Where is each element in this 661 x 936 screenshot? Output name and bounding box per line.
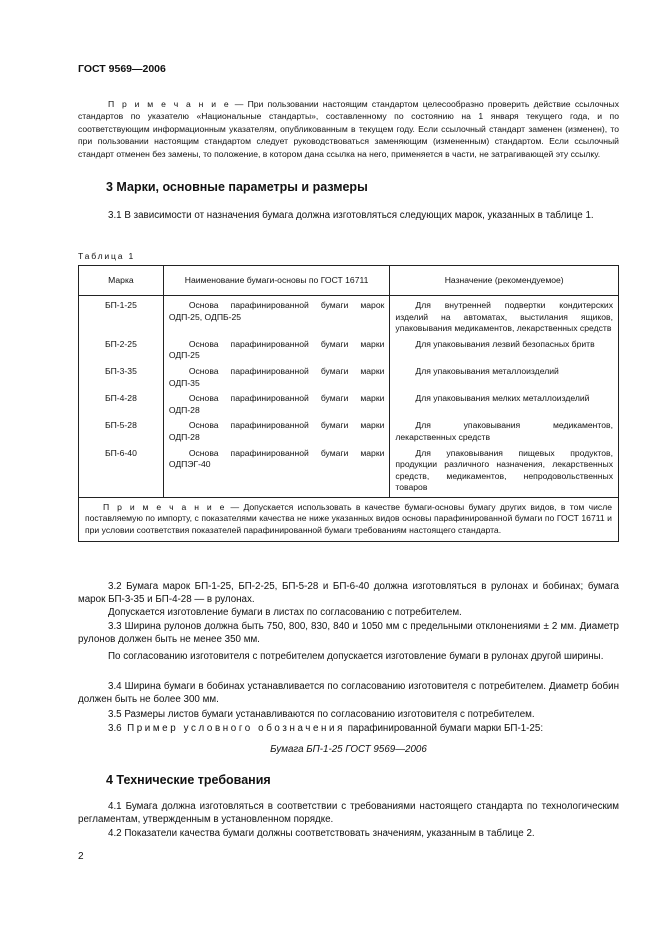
table-row xyxy=(79,420,619,447)
paragraph-3-2: 3.2 Бумага марок БП-1-25, БП-2-25, БП-5-28 и БП-6-40 должна изготовляться в рулонах и бобинах; бумага марок БП-3-35 и БП-4-28 — в рулонах. xyxy=(78,581,619,605)
note-text: — При пользовании настоящим стандартом целесообразно проверить действие ссылочных стандартов по указателю «Национальные стандарты», составленному по состоянию на 1 января текущего года, и по соответствующим информационным указателям, опубликованным в текущем году. Если ссылочный стандарт заменен (изменен), то при пользовании настоящим стандартом следует руководствоваться заменяющим (измененным) стандартом. Если ссылочный стандарт отменен без замены, то положение, в котором дана ссылка на него, применяется в части, не затрагивающей эту ссылку. xyxy=(78,99,619,159)
cell-purpose: Для упаковывания медикаментов, лекарственных средств xyxy=(390,420,619,447)
table-note-text: — Допускается использовать в качестве бумаги-основы бумагу других видов, в том числе поставляемую по импорту, с показателями качества не ниже указанных видов основы парафинированной бумаги по ГОСТ 16711 и при условии соответствия показателей парафинированной бумаги требованиям настоящего стандарта. xyxy=(85,501,612,535)
cell-mark: БП-4-28 xyxy=(79,393,164,420)
cell-mark: БП-6-40 xyxy=(79,448,164,498)
table-header-row xyxy=(79,266,619,296)
header-mark: Марка xyxy=(79,266,164,296)
cell-purpose: Для упаковывания металлоизделий xyxy=(390,366,619,393)
cell-base: Основа парафинированной бумаги марок ОДП-25, ОДПБ-25 xyxy=(163,296,390,339)
paragraph-3-6 xyxy=(78,723,619,736)
header-purpose: Назначение (рекомендуемое) xyxy=(390,266,619,296)
table-note xyxy=(79,497,619,541)
table-note-row xyxy=(79,497,619,541)
table-row xyxy=(79,393,619,420)
table-row xyxy=(79,339,619,366)
cell-mark: БП-2-25 xyxy=(79,339,164,366)
cell-purpose: Для упаковывания мелких металлоизделий xyxy=(390,393,619,420)
table-1 xyxy=(78,265,619,542)
table-row xyxy=(79,366,619,393)
section-3-title: 3 Марки, основные параметры и размеры xyxy=(106,180,368,194)
table-row xyxy=(79,448,619,498)
paragraph-4-1: 4.1 Бумага должна изготовляться в соответствии с требованиями настоящего стандарта по технологическим регламентам, утвержденным в установленном порядке. xyxy=(78,801,619,825)
p3-6-number: 3.6 xyxy=(108,723,122,734)
section-4-title: 4 Технические требования xyxy=(106,773,271,787)
table-1-caption: Таблица 1 xyxy=(78,251,136,261)
paragraph-4-2: 4.2 Показатели качества бумаги должны соответствовать значениям, указанным в таблице 2. xyxy=(108,828,535,839)
cell-base: Основа парафинированной бумаги марки ОДП-35 xyxy=(163,366,390,393)
paragraph-3-3: 3.3 Ширина рулонов должна быть 750, 800, 830, 840 и 1050 мм с предельными отклонениями ± 2 мм. Диаметр рулонов должен быть не менее 350 мм. xyxy=(78,621,619,645)
paragraph-3-2-sheets: Допускается изготовление бумаги в листах по согласованию с потребителем. xyxy=(108,607,462,618)
cell-purpose: Для внутренней подвертки кондитерских изделий на автоматах, выстилания ящиков, упаковывания медикаментов, лекарственных средств xyxy=(390,296,619,339)
cell-mark: БП-1-25 xyxy=(79,296,164,339)
cell-purpose: Для упаковывания пищевых продуктов, продукции различного назначения, лекарственных средств, медикаментов, непродовольственных товаров xyxy=(390,448,619,498)
top-note xyxy=(78,98,619,160)
header-base-paper: Наименование бумаги-основы по ГОСТ 16711 xyxy=(163,266,390,296)
paragraph-3-1: 3.1 В зависимости от назначения бумага должна изготовляться следующих марок, указанных в таблице 1. xyxy=(108,210,594,221)
paragraph-3-3-other: По согласованию изготовителя с потребителем допускается изготовление бумаги в рулонах другой ширины. xyxy=(108,651,604,662)
designation-example: Бумага БП-1-25 ГОСТ 9569—2006 xyxy=(270,744,427,755)
paragraph-3-5: 3.5 Размеры листов бумаги устанавливаются по согласованию изготовителя с потребителем. xyxy=(108,709,535,720)
cell-mark: БП-3-35 xyxy=(79,366,164,393)
note-label: П р и м е ч а н и е xyxy=(108,99,231,109)
cell-mark: БП-5-28 xyxy=(79,420,164,447)
paragraph-3-4: 3.4 Ширина бумаги в бобинах устанавливается по согласованию изготовителя с потребителем. Диаметр бобин должен быть не более 300 мм. xyxy=(78,681,619,705)
table-note-label: П р и м е ч а н и е xyxy=(103,501,227,512)
cell-base: Основа парафинированной бумаги марки ОДП-28 xyxy=(163,393,390,420)
table-row xyxy=(79,296,619,339)
cell-base: Основа парафинированной бумаги марки ОДПЭГ-40 xyxy=(163,448,390,498)
page-number: 2 xyxy=(78,851,84,862)
cell-base: Основа парафинированной бумаги марки ОДП-28 xyxy=(163,420,390,447)
p3-6-spaced-text: Пример условного обозначения xyxy=(127,723,346,734)
standard-header: ГОСТ 9569—2006 xyxy=(78,63,166,75)
cell-base: Основа парафинированной бумаги марки ОДП-25 xyxy=(163,339,390,366)
p3-6-rest: парафинированной бумаги марки БП-1-25: xyxy=(345,723,544,734)
cell-purpose: Для упаковывания лезвий безопасных бритв xyxy=(390,339,619,366)
